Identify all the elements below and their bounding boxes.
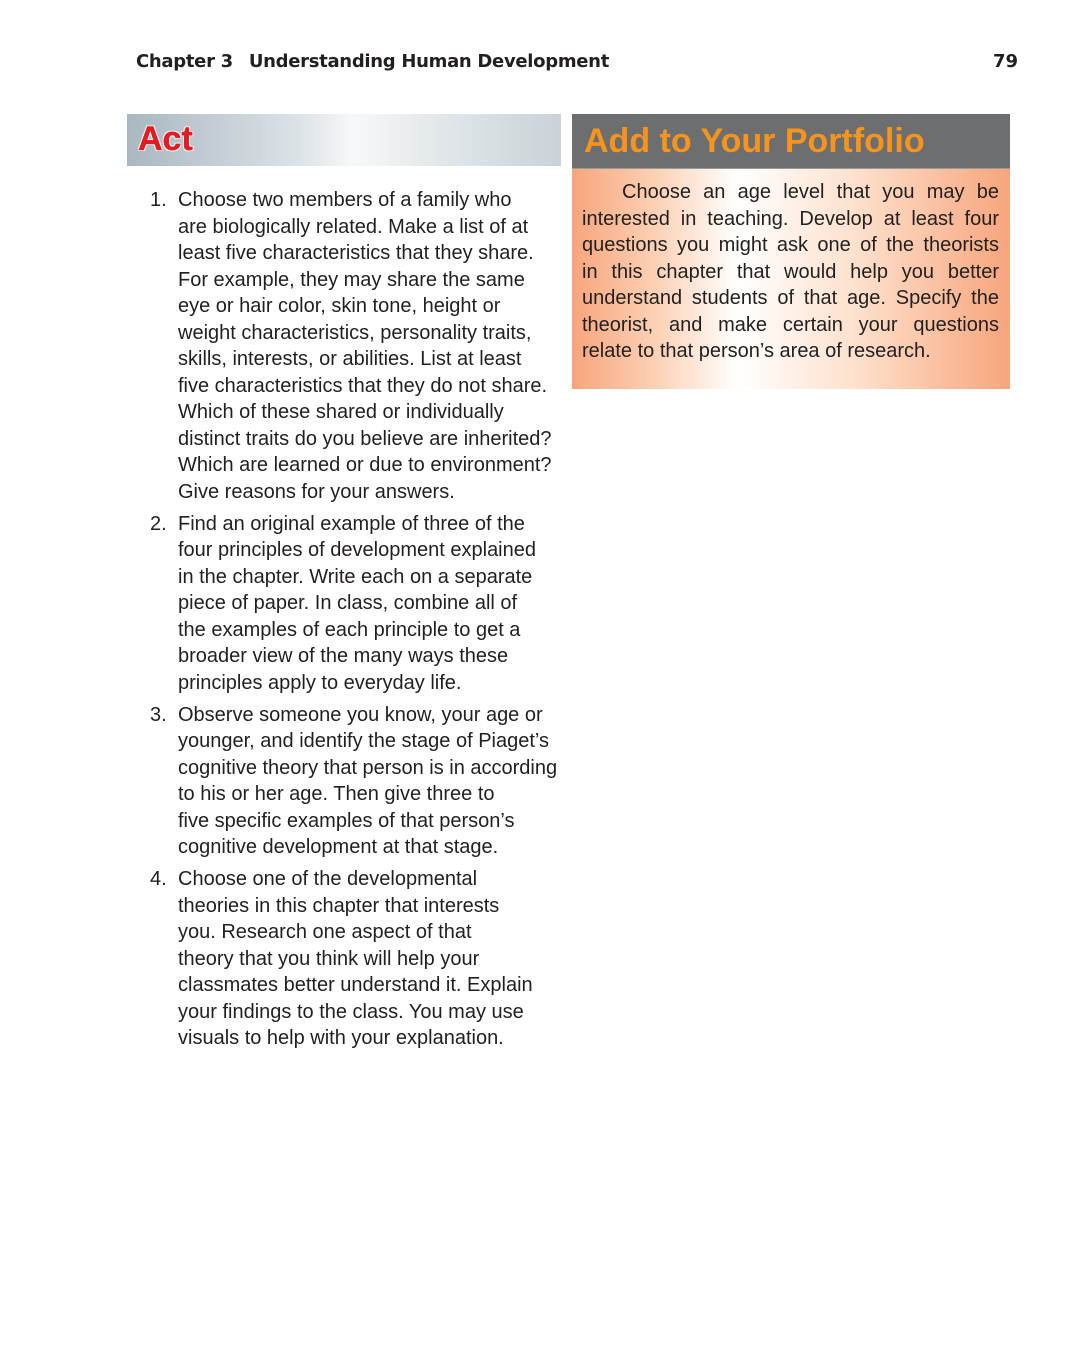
item-text-line: to his or her age. Then give three to <box>178 783 495 805</box>
item-text-line: Choose two members of a family who <box>178 189 512 211</box>
portfolio-text-line: interested in teaching. Develop at least four <box>582 207 999 230</box>
chapter-title: Understanding Human Development <box>248 51 610 72</box>
item-text-line: visuals to help with your explanation. <box>178 1027 504 1049</box>
portfolio-body <box>572 169 1010 389</box>
item-text-line: Find an original example of three of the <box>178 512 525 535</box>
portfolio-box <box>572 114 1010 389</box>
item-text-line: classmates better understand it. Explain <box>178 974 533 996</box>
item-text-line: piece of paper. In class, combine all of <box>178 592 518 614</box>
item-text-line: in the chapter. Write each on a separate <box>178 565 533 588</box>
item-text-line: your findings to the class. You may use <box>178 1000 524 1023</box>
portfolio-text-line: in this chapter that would help you better <box>582 260 999 283</box>
act-title: Act <box>138 120 193 158</box>
portfolio-text-line: understand students of that age. Specify the <box>582 287 999 309</box>
item-text-line: least five characteristics that they share. <box>178 242 534 264</box>
item-text-line: Choose one of the developmental <box>178 868 478 890</box>
item-text-line: four principles of development explained <box>178 539 536 561</box>
item-text-line: Which of these shared or individually <box>178 401 504 423</box>
portfolio-text-line: relate to that person’s area of research. <box>582 340 931 362</box>
item-text-line: Give reasons for your answers. <box>178 480 455 503</box>
item-text-line: principles apply to everyday life. <box>178 671 462 694</box>
item-text-line: broader view of the many ways these <box>178 645 509 667</box>
act-list <box>150 187 557 1057</box>
item-text-line: five characteristics that they do not share. <box>178 374 548 397</box>
item-number: 3. <box>150 703 167 726</box>
list-item <box>150 511 557 697</box>
item-text-line: For example, they may share the same <box>178 268 525 291</box>
item-text-line: cognitive development at that stage. <box>178 836 499 858</box>
item-text-line: five specific examples of that person’s <box>178 809 515 832</box>
item-text-line: weight characteristics, personality traits, <box>178 321 532 344</box>
item-text-line: Observe someone you know, your age or <box>178 703 543 726</box>
list-item <box>150 866 557 1052</box>
portfolio-title: Add to Your Portfolio <box>584 122 925 160</box>
item-text-line: skills, interests, or abilities. List at least <box>178 348 522 370</box>
running-header <box>136 51 625 72</box>
item-text-line: are biologically related. Make a list of at <box>178 215 529 238</box>
item-text-line: the examples of each principle to get a <box>178 618 521 641</box>
item-text-line: theory that you think will help your <box>178 947 480 970</box>
page-number: 79 <box>992 51 1018 72</box>
portfolio-header <box>572 114 1010 169</box>
item-text-line: younger, and identify the stage of Piaget’s <box>178 730 550 752</box>
portfolio-text-line: theorist, and make certain your questions <box>582 313 999 336</box>
item-number: 1. <box>150 189 167 211</box>
portfolio-text-line: Choose an age level that you may be <box>622 181 999 203</box>
portfolio-text-line: questions you might ask one of the theorists <box>582 234 999 256</box>
item-text-line: theories in this chapter that interests <box>178 894 500 917</box>
item-text-line: Which are learned or due to environment? <box>178 454 552 476</box>
item-number: 2. <box>150 512 167 535</box>
item-text-line: eye or hair color, skin tone, height or <box>178 295 501 317</box>
item-text-line: distinct traits do you believe are inherited? <box>178 427 552 450</box>
act-header <box>127 114 561 166</box>
item-number: 4. <box>150 868 167 890</box>
list-item <box>150 187 557 505</box>
list-item <box>150 702 557 861</box>
chapter-label: Chapter 3 <box>136 51 233 72</box>
item-text-line: cognitive theory that person is in according <box>178 756 558 779</box>
item-text-line: you. Research one aspect of that <box>178 921 472 943</box>
